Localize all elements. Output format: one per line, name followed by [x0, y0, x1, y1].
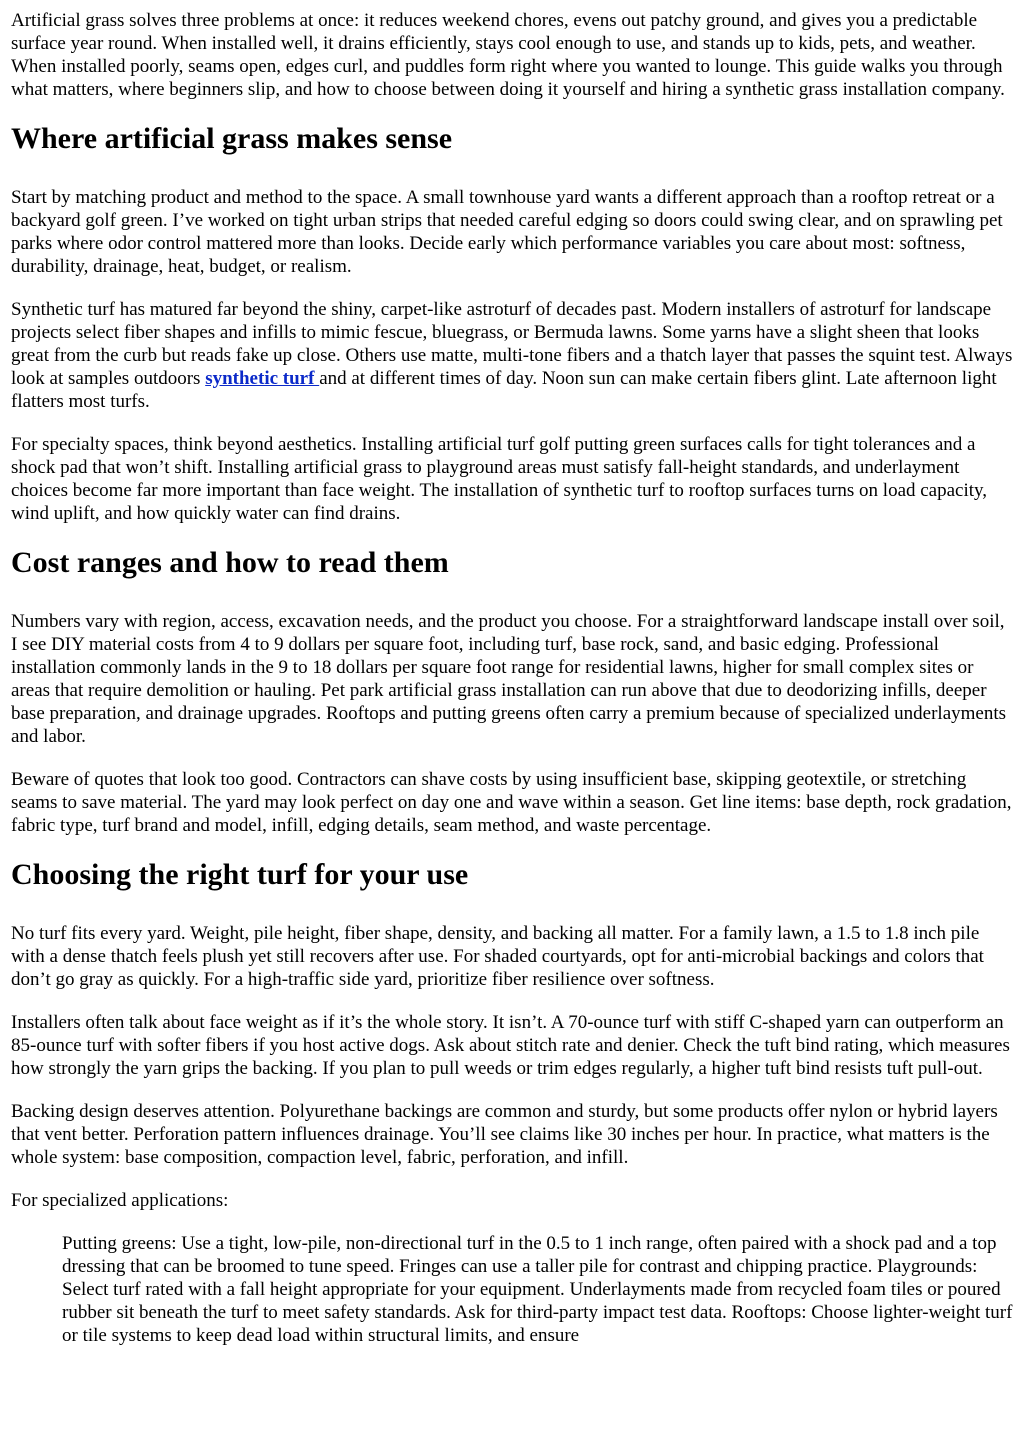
where-paragraph-1: Start by matching product and method to the space. A small townhouse yard wants a different approach than a rooftop retreat or a backyard golf green. I’ve worked on tight urban strips that needed careful edging so doors could swing clear, and on sprawling pet parks where odor control mattered more than looks. Decide early which performance variables you care about most: softness, durability, drainage, heat, budget, or realism. [11, 187, 1003, 277]
where-paragraph-2-text-after: and at different times of day. Noon sun can make certain fibers glint. Late afternoon light flatters most turfs. [11, 368, 997, 412]
specialized-applications-list: Putting greens: Use a tight, low-pile, non-directional turf in the 0.5 to 1 inch range, often paired with a shock pad and a top dressing that can be broomed to tune speed. Fringes can use a taller pile for contrast and chipping practice. Playgrounds: Select turf rated with a fall height appropriate for your equipment. Underlayments made from recycled foam tiles or poured rubber sit beneath the turf to meet safety standards. Ask for third-party impact test data. Rooftops: Choose lighter-weight turf or tile systems to keep dead load within structural limits, and ensure [62, 1233, 1013, 1346]
where-paragraph-2-text-before: Synthetic turf has matured far beyond the shiny, carpet-like astroturf of decades past. Modern installers of astroturf for landscape projects select fiber shapes and infills to mimic fescue, bluegrass, or Bermuda lawns. Some yarns have a slight sheen that looks great from the curb but reads fake up close. Others use matte, multi-tone fibers and a thatch layer that passes the squint test. Always look at samples outdoors [11, 299, 1013, 389]
choosing-paragraph-3: Backing design deserves attention. Polyurethane backings are common and sturdy, but some products offer nylon or hybrid layers that vent better. Perforation pattern influences drainage. You’ll see claims like 30 inches per hour. In practice, what matters is the whole system: base composition, compaction level, fabric, perforation, and infill. [11, 1101, 998, 1168]
cost-paragraph-1: Numbers vary with region, access, excavation needs, and the product you choose. For a straightforward landscape install over soil, I see DIY material costs from 4 to 9 dollars per square foot, including turf, base rock, sand, and basic edging. Professional installation commonly lands in the 9 to 18 dollars per square foot range for residential lawns, higher for small complex sites or areas that require demolition or hauling. Pet park artificial grass installation can run above that due to deodorizing infills, deeper base preparation, and drainage upgrades. Rooftops and putting greens often carry a premium because of specialized underlayments and labor. [11, 611, 1007, 747]
where-paragraph-2 [11, 298, 1013, 413]
where-paragraph-3: For specialty spaces, think beyond aesthetics. Installing artificial turf golf putting green surfaces calls for tight tolerances and a shock pad that won’t shift. Installing artificial grass to playground areas must satisfy fall-height standards, and underlayment choices become far more important than face weight. The installation of synthetic turf to rooftop surfaces turns on load capacity, wind uplift, and how quickly water can find drains. [11, 434, 988, 524]
heading-choosing-right-turf: Choosing the right turf for your use [11, 858, 469, 891]
cost-paragraph-2: Beware of quotes that look too good. Contractors can shave costs by using insufficient base, skipping geotextile, or stretching seams to save material. The yard may look perfect on day one and wave within a season. Get line items: base depth, rock gradation, fabric type, turf brand and model, infill, edging details, seam method, and waste percentage. [11, 769, 1012, 836]
choosing-paragraph-1: No turf fits every yard. Weight, pile height, fiber shape, density, and backing all matter. For a family lawn, a 1.5 to 1.8 inch pile with a dense thatch feels plush yet still recovers after use. For shaded courtyards, opt for anti-microbial backings and colors that don’t go gray as quickly. For a high-traffic side yard, prioritize fiber resilience over softness. [11, 923, 984, 990]
heading-cost-ranges: Cost ranges and how to read them [11, 546, 449, 579]
choosing-paragraph-2: Installers often talk about face weight as if it’s the whole story. It isn’t. A 70-ounce turf with stiff C-shaped yarn can outperform an 85-ounce turf with softer fibers if you host active dogs. Ask about stitch rate and denier. Check the tuft bind rating, which measures how strongly the yarn grips the backing. If you plan to pull weeds or trim edges regularly, a higher tuft bind resists tuft pull-out. [11, 1012, 1010, 1079]
heading-where-artificial-grass-makes-sense: Where artificial grass makes sense [11, 122, 453, 155]
article [0, 9, 1024, 1347]
synthetic-turf-link[interactable]: synthetic turf [205, 368, 320, 389]
choosing-paragraph-4: For specialized applications: [11, 1190, 229, 1211]
intro-paragraph: Artificial grass solves three problems at once: it reduces weekend chores, evens out patchy ground, and gives you a predictable surface year round. When installed well, it drains efficiently, stays cool enough to use, and stands up to kids, pets, and weather. When installed poorly, seams open, edges curl, and puddles form right where you wanted to lounge. This guide walks you through what matters, where beginners slip, and how to choose between doing it yourself and hiring a synthetic grass installation company. [11, 10, 1005, 100]
